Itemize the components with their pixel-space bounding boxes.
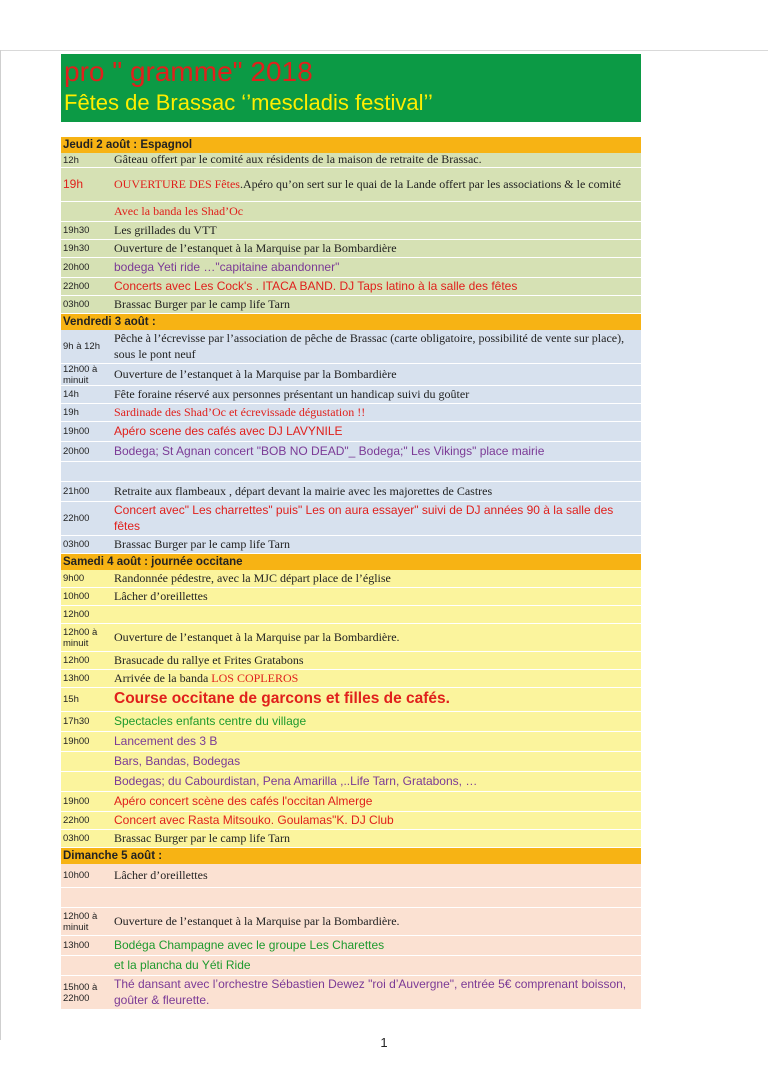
event-description	[114, 503, 641, 535]
event-text: Avec la banda les Shad’Oc	[114, 203, 244, 218]
event-time: 13h00	[63, 673, 90, 684]
event-description	[114, 152, 641, 168]
event-description	[114, 241, 641, 257]
page-number: 1	[380, 1035, 388, 1050]
event-description	[114, 671, 641, 687]
event-text: Thé dansant avec l’orchestre Sébastien Dewez "roi d’Auvergne", entrée 5€ comprenant boisson, goûter & fleurette.	[114, 976, 627, 1007]
program-header	[61, 54, 641, 122]
schedule-row	[61, 240, 641, 258]
event-text: Lancement des 3 B	[114, 733, 218, 748]
event-description	[114, 484, 641, 500]
event-time: 22h00	[63, 513, 90, 524]
event-text: Sardinade des Shad’Oc et écrevissade dégustation !!	[114, 404, 366, 419]
event-time: 12h	[63, 154, 79, 166]
event-text: Brassac Burger par le camp life Tarn	[114, 296, 290, 311]
event-description	[114, 223, 641, 239]
schedule-row	[61, 570, 641, 588]
event-text: Ouverture de l’estanquet à la Marquise par la Bombardière	[114, 366, 397, 381]
day-heading: Vendredi 3 août :	[61, 314, 641, 330]
event-time: 03h00	[63, 539, 90, 550]
schedule-row	[61, 536, 641, 554]
event-description	[114, 279, 641, 295]
schedule-row	[61, 936, 641, 956]
event-description	[114, 589, 641, 605]
event-description	[114, 424, 641, 440]
event-description	[114, 571, 641, 587]
event-text: Randonnée pédestre, avec la MJC départ place de l’église	[114, 570, 391, 585]
schedule-row	[61, 502, 641, 536]
event-time: 03h00	[63, 299, 90, 310]
schedule-row	[61, 222, 641, 240]
event-text: Concert avec Rasta Mitsouko. Goulamas"K. DJ Club	[114, 812, 394, 827]
event-time: 9h à 12h	[63, 341, 100, 352]
event-text: Gâteau offert par le comité aux résidents de la maison de retraite de Brassac.	[114, 152, 482, 166]
schedule-row	[61, 588, 641, 606]
event-description	[114, 977, 641, 1009]
event-text: Apéro scene des cafés avec DJ LAVYNILE	[114, 423, 343, 438]
event-time: 13h00	[63, 940, 90, 951]
schedule-row	[61, 772, 641, 792]
event-time: 19h00	[63, 736, 90, 747]
event-description	[114, 831, 641, 847]
event-text: Lâcher d’oreillettes	[114, 588, 208, 603]
event-time: 12h00	[63, 655, 90, 666]
event-description	[114, 958, 641, 974]
event-text: Ouverture de l’estanquet à la Marquise par la Bombardière.	[114, 913, 400, 928]
day-heading: Dimanche 5 août :	[61, 848, 641, 864]
event-time: 22h00	[63, 815, 90, 826]
event-text: Retraite aux flambeaux , départ devant la mairie avec les majorettes de Castres	[114, 483, 493, 498]
event-time: 9h00	[63, 573, 85, 584]
event-time: 12h00 à minuit	[63, 363, 98, 386]
schedule-row	[61, 670, 641, 688]
schedule-row	[61, 908, 641, 936]
event-time: 15h	[63, 694, 79, 705]
event-time: 10h00	[63, 591, 90, 602]
schedule-row	[61, 364, 641, 386]
day-heading: Jeudi 2 août : Espagnol	[61, 137, 641, 153]
schedule-row	[61, 652, 641, 670]
event-description	[114, 653, 641, 669]
schedule-row	[61, 482, 641, 502]
festival-subtitle: Fêtes de Brassac ‘’mescladis festival’’	[64, 90, 433, 115]
schedule-row	[61, 976, 641, 1010]
event-description	[114, 387, 641, 403]
event-text: Ouverture de l’estanquet à la Marquise par la Bombardière	[114, 240, 397, 255]
event-time: 19h00	[63, 796, 90, 807]
event-description	[114, 444, 641, 460]
event-description	[114, 204, 641, 220]
event-text: Bodéga Champagne avec le groupe Les Charettes	[114, 937, 385, 952]
event-time: 19h	[63, 177, 84, 191]
day-heading: Samedi 4 août : journée occitane	[61, 554, 641, 570]
event-time: 19h	[63, 407, 79, 418]
program-title: pro " gramme" 2018	[64, 56, 313, 87]
event-description	[114, 297, 641, 313]
schedule-row	[61, 864, 641, 888]
event-text: Fête foraine réservé aux personnes présentant un handicap suivi du goûter	[114, 386, 470, 401]
event-text: Ouverture de l’estanquet à la Marquise par la Bombardière.	[114, 629, 400, 644]
event-time: 10h00	[63, 870, 90, 881]
event-time: 21h00	[63, 486, 90, 497]
event-description	[114, 774, 641, 790]
schedule-row	[61, 688, 641, 712]
event-description	[114, 537, 641, 553]
event-text: Concerts avec Les Cock's . ITACA BAND. DJ Taps latino à la salle des fêtes	[114, 278, 518, 293]
event-time: 20h00	[63, 262, 90, 273]
event-description	[114, 405, 641, 421]
schedule-row	[61, 732, 641, 752]
event-description	[114, 367, 641, 383]
event-time: 19h30	[63, 243, 90, 254]
event-text: Brassac Burger par le camp life Tarn	[114, 830, 290, 845]
schedule-row	[61, 462, 641, 482]
schedule-row	[61, 442, 641, 462]
event-text: OUVERTURE DES Fêtes	[114, 176, 240, 191]
schedule-row	[61, 278, 641, 296]
event-text: Bodegas; du Cabourdistan, Pena Amarilla ,..Life Tarn, Gratabons, …	[114, 773, 478, 788]
event-text: Brasucade du rallye et Frites Gratabons	[114, 652, 304, 667]
event-description	[114, 260, 641, 276]
event-description	[114, 331, 641, 363]
event-text: Lâcher d’oreillettes	[114, 867, 208, 882]
day-block	[61, 137, 641, 314]
event-text: Pêche à l’écrevisse par l’association de pêche de Brassac (carte obligatoire, possibilité de vente sur place), sous le pont neuf	[114, 330, 625, 361]
event-text: LOS COPLEROS	[211, 670, 299, 685]
schedule-row	[61, 153, 641, 168]
schedule-row	[61, 296, 641, 314]
event-time: 17h30	[63, 716, 90, 727]
event-time: 12h00 à minuit	[63, 910, 98, 933]
schedule-row	[61, 888, 641, 908]
schedule-row	[61, 168, 641, 202]
event-text: et la plancha du Yéti Ride	[114, 957, 251, 972]
event-time: 03h00	[63, 833, 90, 844]
event-time: 14h	[63, 389, 79, 400]
event-time: 12h00	[63, 609, 90, 620]
schedule-table	[61, 137, 641, 1010]
schedule-row	[61, 202, 641, 222]
schedule-row	[61, 606, 641, 624]
event-time: 12h00 à minuit	[63, 626, 98, 649]
day-block	[61, 848, 641, 1010]
schedule-row	[61, 812, 641, 830]
page-edge-top	[0, 50, 768, 51]
event-time: 19h30	[63, 225, 90, 236]
day-block	[61, 314, 641, 554]
day-block	[61, 554, 641, 848]
event-description	[114, 734, 641, 750]
event-description	[114, 938, 641, 954]
event-description	[114, 630, 641, 646]
schedule-row	[61, 792, 641, 812]
event-text: Bodega; St Agnan concert "BOB NO DEAD"_ Bodega;" Les Vikings" place mairie	[114, 443, 545, 458]
event-text: Bars, Bandas, Bodegas	[114, 753, 241, 768]
event-description	[114, 714, 641, 730]
schedule-row	[61, 422, 641, 442]
event-description	[114, 794, 641, 810]
schedule-row	[61, 624, 641, 652]
schedule-row	[61, 404, 641, 422]
event-time: 15h00 à 22h00	[63, 981, 98, 1004]
event-time: 22h00	[63, 281, 90, 292]
event-description	[114, 691, 641, 708]
event-text: Les grillades du VTT	[114, 222, 217, 237]
event-text: Course occitane de garcons et filles de cafés.	[114, 690, 450, 707]
event-text: .Apéro qu’on sert sur le quai de la Lande offert par les associations & le comité	[239, 176, 621, 191]
event-description	[114, 754, 641, 770]
schedule-row	[61, 712, 641, 732]
event-description	[114, 868, 641, 884]
schedule-row	[61, 386, 641, 404]
event-text: bodega Yeti ride …"capitaine abandonner"	[114, 259, 340, 274]
event-text: Arrivée de la banda	[114, 670, 212, 685]
event-description	[114, 813, 641, 829]
schedule-row	[61, 830, 641, 848]
schedule-row	[61, 330, 641, 364]
event-description	[114, 177, 641, 193]
schedule-row	[61, 956, 641, 976]
event-text: Brassac Burger par le camp life Tarn	[114, 536, 290, 551]
event-time: 20h00	[63, 446, 90, 457]
event-text: Concert avec" Les charrettes" puis" Les on aura essayer" suivi de DJ années 90 à la salle des fêtes	[114, 502, 614, 533]
schedule-row	[61, 258, 641, 278]
event-text: Spectacles enfants centre du village	[114, 713, 307, 728]
schedule-row	[61, 752, 641, 772]
page-edge-left	[0, 50, 1, 1040]
event-text: Apéro concert scène des cafés l'occitan Almerge	[114, 793, 373, 808]
event-description	[114, 914, 641, 930]
event-time: 19h00	[63, 426, 90, 437]
